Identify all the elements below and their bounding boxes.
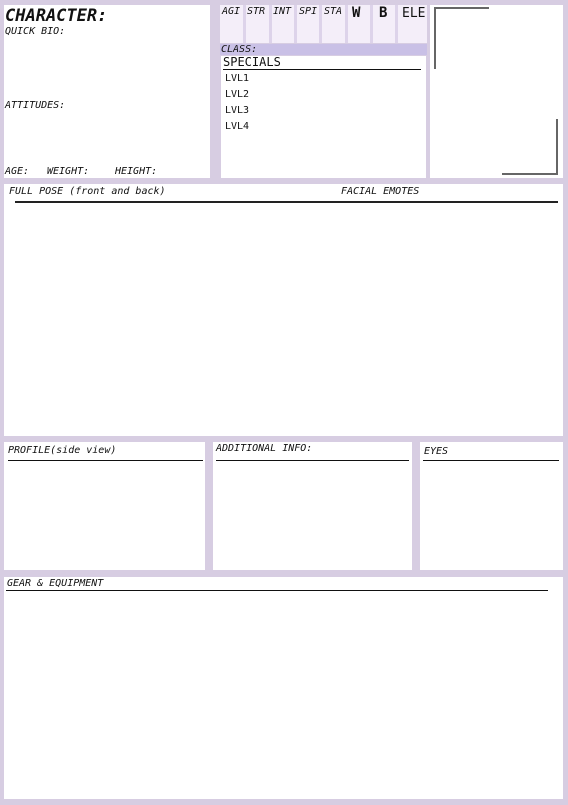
quick-bio-label: QUICK BIO: (5, 26, 66, 37)
stat-cell-ele (398, 5, 427, 43)
additional-info-rule (216, 460, 409, 461)
stats-bar (220, 5, 427, 43)
stat-cell-agi (220, 5, 243, 43)
additional-info-panel (213, 442, 412, 570)
eyes-rule (423, 460, 559, 461)
eyes-label: EYES (424, 446, 449, 457)
gear-rule (6, 590, 548, 591)
stat-cell-int (272, 5, 294, 43)
stat-cell-b (373, 5, 395, 43)
stat-w: W (352, 5, 361, 21)
portrait-panel (430, 5, 563, 178)
character-title: CHARACTER: (5, 6, 108, 26)
stat-cell-sta (322, 5, 345, 43)
stat-int: INT (273, 6, 292, 17)
gear-label: GEAR & EQUIPMENT (7, 578, 104, 589)
stat-cell-spi (297, 5, 319, 43)
stat-ele: ELE (402, 6, 426, 21)
level-4: LVL4 (225, 121, 250, 132)
profile-rule (8, 460, 203, 461)
eyes-panel (420, 442, 563, 570)
attitudes-label: ATTITUDES: (5, 100, 66, 111)
stat-cell-w (348, 5, 370, 43)
specials-panel (221, 56, 426, 178)
full-pose-rule (15, 201, 558, 203)
level-2: LVL2 (225, 89, 250, 100)
level-1: LVL1 (225, 73, 250, 84)
profile-label: PROFILE(side view) (8, 445, 117, 456)
specials-title: SPECIALS (223, 55, 281, 69)
stat-str: STR (247, 6, 266, 17)
class-bar (220, 44, 427, 55)
weight-label: WEIGHT: (47, 166, 90, 177)
specials-rule (223, 69, 421, 70)
full-pose-label: FULL POSE (front and back) (9, 186, 166, 197)
stat-b: B (379, 5, 388, 21)
profile-panel (4, 442, 205, 570)
facial-emotes-label: FACIAL EMOTES (341, 186, 420, 197)
character-panel (4, 5, 210, 178)
gear-panel (4, 577, 563, 799)
full-pose-panel (4, 184, 563, 436)
age-label: AGE: (5, 166, 30, 177)
stat-agi: AGI (222, 6, 241, 17)
portrait-frame-corners (430, 5, 563, 178)
stat-spi: SPI (299, 6, 318, 17)
level-3: LVL3 (225, 105, 250, 116)
stat-cell-str (246, 5, 269, 43)
class-label: CLASS: (221, 44, 258, 55)
stat-sta: STA (324, 6, 343, 17)
additional-info-label: ADDITIONAL INFO: (216, 443, 313, 454)
height-label: HEIGHT: (115, 166, 158, 177)
